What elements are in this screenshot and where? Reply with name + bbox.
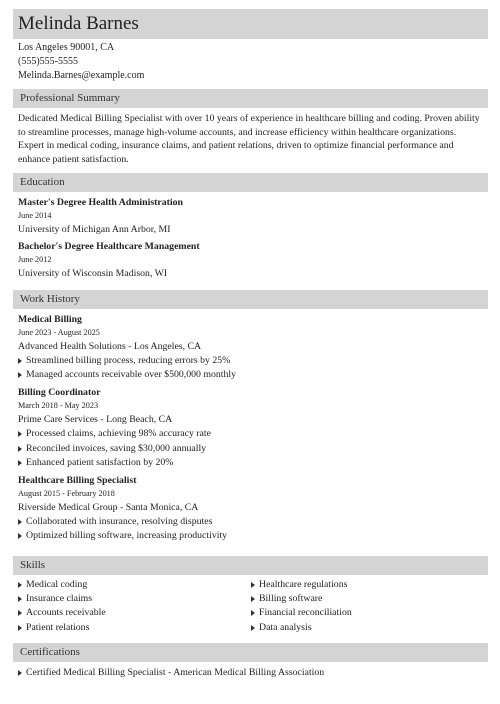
bullet-arrow-icon: [251, 596, 255, 602]
list-item: Managed accounts receivable over $500,000 monthly: [18, 368, 484, 382]
list-item: Billing software: [251, 592, 484, 606]
degree-date: June 2012: [18, 255, 52, 264]
contact-email: Melinda.Barnes@example.com: [18, 70, 145, 81]
section-header-education: Education: [13, 173, 488, 192]
bullet-arrow-icon: [251, 625, 255, 631]
skills-column-left: [18, 578, 251, 635]
contact-address: Los Angeles 90001, CA: [18, 42, 115, 53]
section-header-certifications: Certifications: [13, 643, 488, 662]
job-dates: March 2018 - May 2023: [18, 401, 99, 411]
skills-column-right: [251, 578, 484, 635]
school-name: University of Michigan Ann Arbor, MI: [18, 224, 171, 235]
list-item: Insurance claims: [18, 592, 251, 606]
job-bullets: [18, 354, 484, 382]
job-dates: August 2015 - February 2018: [18, 489, 115, 499]
job-title: Medical Billing: [18, 314, 82, 325]
list-item: Healthcare regulations: [251, 578, 484, 592]
section-header-work: Work History: [13, 290, 488, 309]
list-item: Data analysis: [251, 621, 484, 635]
bullet-arrow-icon: [251, 582, 255, 588]
job-company: Advanced Health Solutions - Los Angeles, CA: [18, 341, 202, 352]
bullet-arrow-icon: [18, 460, 22, 466]
school-name: University of Wisconsin Madison, WI: [18, 268, 168, 279]
bullet-arrow-icon: [18, 582, 22, 588]
job-title: Healthcare Billing Specialist: [18, 475, 137, 487]
certifications-list: [18, 666, 484, 680]
list-item: Patient relations: [18, 621, 251, 635]
education-list: [18, 196, 484, 281]
job-bullets: [18, 515, 484, 543]
degree-date: June 2014: [18, 211, 52, 220]
job-company: Prime Care Services - Long Beach, CA: [18, 414, 173, 426]
bullet-arrow-icon: [18, 431, 22, 437]
bullet-arrow-icon: [251, 610, 255, 616]
list-item: Enhanced patient satisfaction by 20%: [18, 456, 484, 470]
list-item: Collaborated with insurance, resolving disputes: [18, 515, 484, 529]
job-company: Riverside Medical Group - Santa Monica, CA: [18, 502, 199, 514]
bullet-arrow-icon: [18, 358, 22, 364]
work-list: [18, 313, 484, 543]
education-entry: [18, 240, 484, 281]
degree-title: Master's Degree Health Administration: [18, 197, 183, 208]
section-header-skills: Skills: [13, 556, 488, 575]
job-entry: [18, 313, 484, 382]
bullet-arrow-icon: [18, 533, 22, 539]
list-item: Medical coding: [18, 578, 251, 592]
list-item: Financial reconciliation: [251, 606, 484, 620]
list-item: Processed claims, achieving 98% accuracy rate: [18, 427, 484, 441]
list-item: Reconciled invoices, saving $30,000 annually: [18, 442, 484, 456]
bullet-arrow-icon: [18, 670, 22, 676]
job-title: Billing Coordinator: [18, 387, 101, 399]
contact-info: [18, 41, 144, 83]
bullet-arrow-icon: [18, 372, 22, 378]
bullet-arrow-icon: [18, 625, 22, 631]
degree-title: Bachelor's Degree Healthcare Management: [18, 241, 200, 252]
contact-phone: (555)555-5555: [18, 56, 78, 67]
job-dates: June 2023 - August 2025: [18, 328, 100, 337]
section-header-summary: Professional Summary: [13, 89, 488, 108]
list-item: Certified Medical Billing Specialist - American Medical Billing Association: [18, 666, 484, 680]
job-entry: [18, 386, 484, 470]
skills-list: [18, 578, 484, 635]
list-item: Optimized billing software, increasing productivity: [18, 529, 484, 543]
bullet-arrow-icon: [18, 519, 22, 525]
job-entry: [18, 474, 484, 543]
bullet-arrow-icon: [18, 446, 22, 452]
list-item: Accounts receivable: [18, 606, 251, 620]
candidate-name: Melinda Barnes: [13, 9, 488, 39]
summary-text: Dedicated Medical Billing Specialist with over 10 years of experience in healthcare billing and coding. Proven ability to streamline processes, manage high-volume accounts, and increase efficiency within healthcare organizations. Expert in medical coding, insurance claims, and patient relations, driven to optimize financial performance and enhance patient satisfaction.: [18, 113, 480, 165]
bullet-arrow-icon: [18, 610, 22, 616]
bullet-arrow-icon: [18, 596, 22, 602]
education-entry: [18, 196, 484, 237]
job-bullets: [18, 427, 484, 470]
list-item: Streamlined billing process, reducing errors by 25%: [18, 354, 484, 368]
